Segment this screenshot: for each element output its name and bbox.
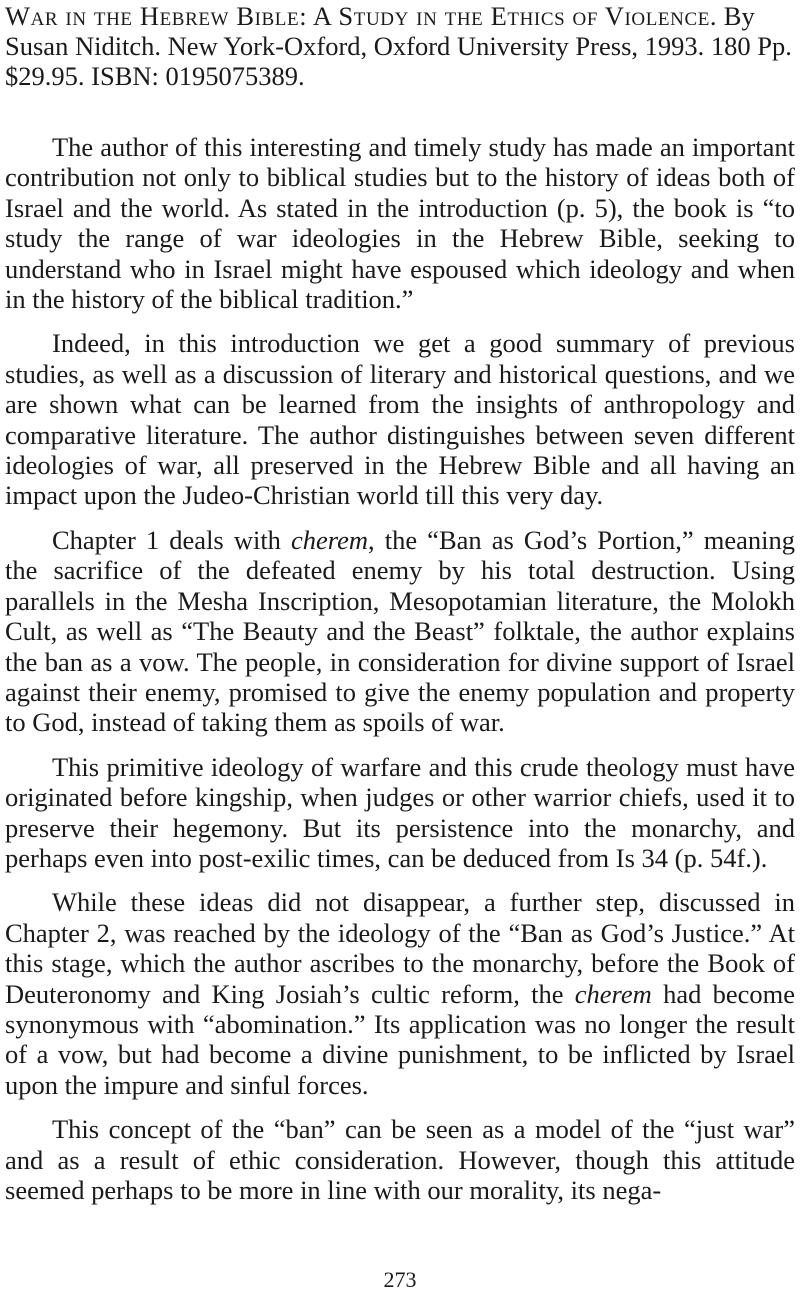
paragraph: This concept of the “ban” can be seen as a model of the “just war” and as a result of ethic consideration. However, though this attitude seemed perhaps to be more in line with our morality, its nega- (5, 1114, 795, 1205)
paragraph: Indeed, in this introduction we get a good summary of previous studies, as well as a discussion of literary and historical questions, and we are shown what can be learned from the insights of anthropology and comparative literature. The author distinguishes between seven different ideologies of war, all preserved in the Hebrew Bible and all having an impact upon the Judeo-Christian world till this very day. (5, 328, 795, 511)
paragraph-text: , the “Ban as God’s Portion,” meaning the sacrifice of the defeated enemy by his total destruction. Using parallels in the Mesha Inscription, Mesopotamian literature, the Molokh Cult, as well as “The Beauty and the Beast” folktale, the author explains the ban as a vow. The people, in consideration for divine support of Israel against their enemy, promised to give the enemy population and property to God, instead of taking them as spoils of war. (5, 524, 796, 738)
paragraph-text: had become synonymous with “abomination.” Its application was no longer the result of a vow, but had become a divine punishment, to be inflicted by Israel upon the impure and sinful forces. (5, 978, 796, 1100)
paragraph: This primitive ideology of warfare and this crude theology must have originated before kingship, when judges or other warrior chiefs, used it to preserve their hegemony. But its persistence into the monarchy, and perhaps even into post-exilic times, can be deduced from Is 34 (p. 54f.). (5, 751, 795, 873)
book-title: War in the Hebrew Bible: A Study in the Ethics of Violence. (5, 1, 718, 31)
paragraph: The author of this interesting and timely study has made an important contribution not only to biblical studies but to the history of ideas both of Israel and the world. As stated in the introduction (p. 5), the book is “to study the range of war ideologies in the Hebrew Bible, seeking to understand who in Israel might have espoused which ideology and when in the history of the biblical tradition.” (5, 132, 795, 315)
italic-term: cherem (574, 978, 652, 1009)
page-number: 273 (383, 1267, 417, 1292)
paragraph (5, 525, 795, 738)
italic-term: cherem (291, 524, 369, 555)
paragraph-text: Chapter 1 deals with (52, 524, 292, 555)
review-page (5, 0, 795, 1219)
paragraph (5, 887, 795, 1100)
paragraph-text: While these ideas did not disappear, a further step, discussed in Chapter 2, was reached by the ideology of the “Ban as God’s Justice.” At this stage, which the author ascribes to the monarchy, before the Book of Deuteronomy and King Josiah’s cultic reform, the (5, 887, 795, 1009)
book-citation (5, 0, 795, 91)
book-publication-details: By Susan Niditch. New York-Oxford, Oxford University Press, 1993. 180 Pp. $29.95. ISBN: 0195075389. (5, 1, 792, 91)
review-body (5, 132, 795, 1205)
